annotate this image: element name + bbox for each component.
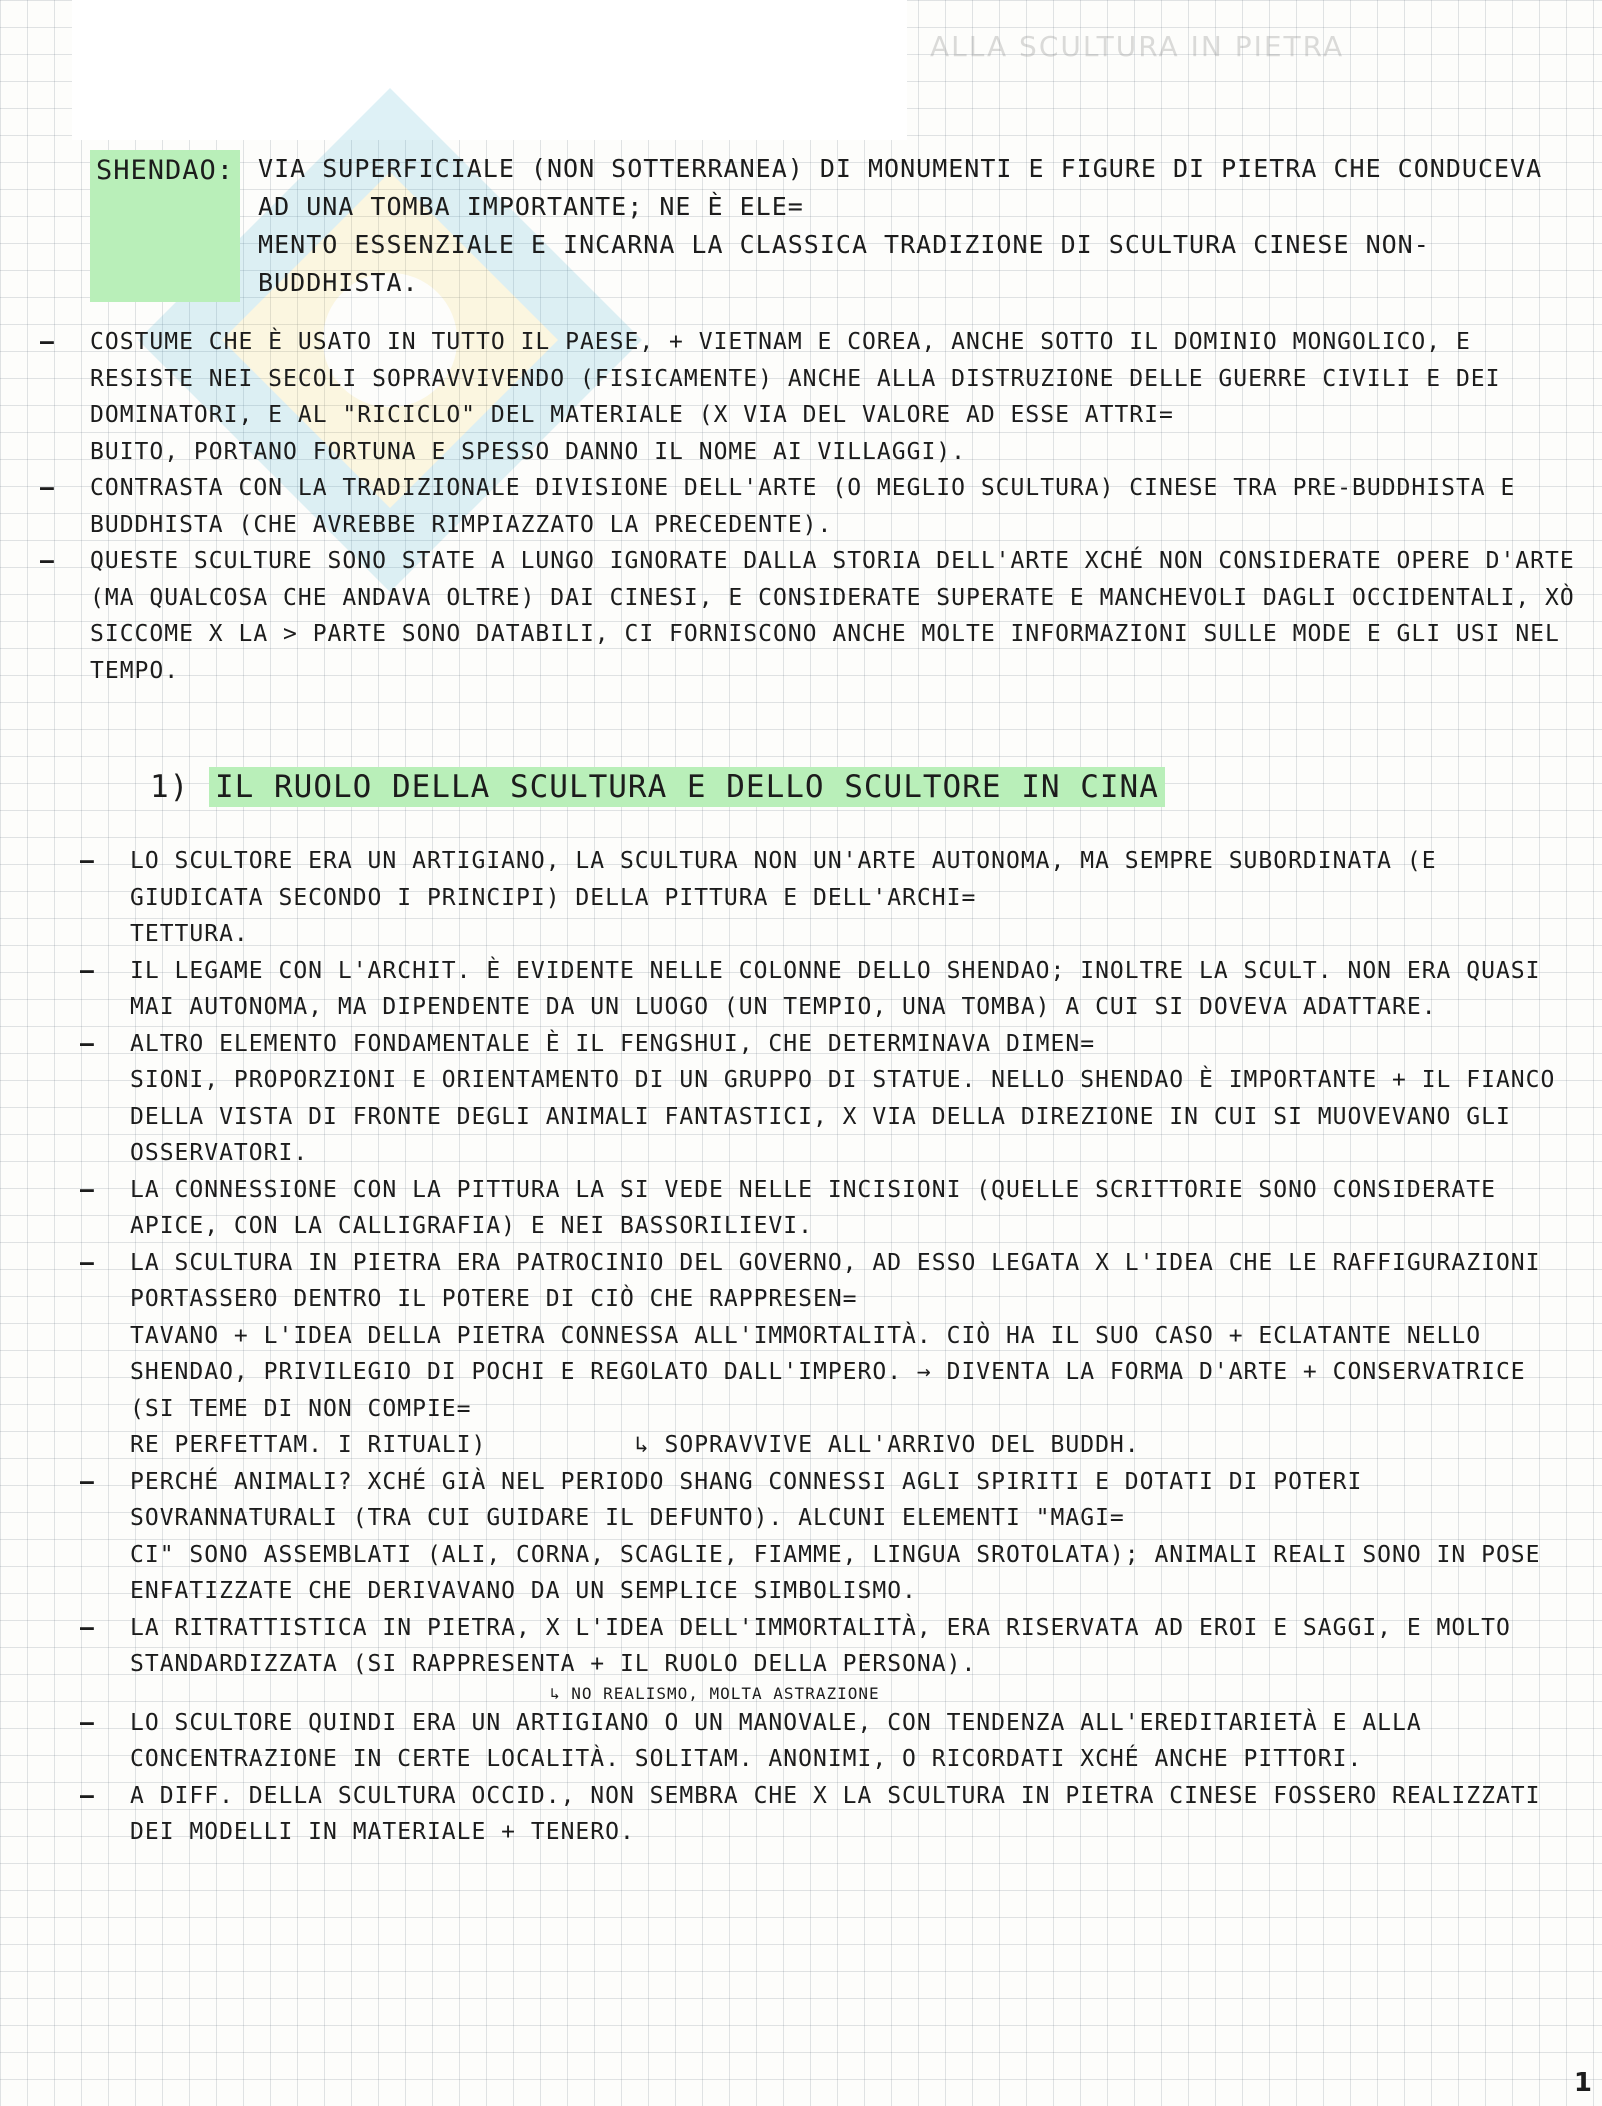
list-item: – ALTRO ELEMENTO FONDAMENTALE È IL FENGSHUI, CHE DETERMINAVA DIMEN= SIONI, PROPORZIONI E ORIENTAMENTO DI UN GRUPPO DI STATUE. NELLO SHENDAO È IMPORTANTE + IL FIANCO DELLA VISTA DI FRONTE DEGLI ANIMALI FANTASTICI, X VIA DELLA DIREZIONE IN CUI SI MUOVEVANO GLI OSSERVATORI. [80, 1026, 1580, 1172]
list-item: – A DIFF. DELLA SCULTURA OCCID., NON SEMBRA CHE X LA SCULTURA IN PIETRA CINESE FOSSERO REALIZZATI DEI MODELLI IN MATERIALE + TENERO. [80, 1778, 1580, 1851]
definition-text: VIA SUPERFICIALE (NON SOTTERRANEA) DI MONUMENTI E FIGURE DI PIETRA CHE CONDUCEVA AD UNA TOMBA IMPORTANTE; NE È ELE= MENTO ESSENZIALE E INCARNA LA CLASSICA TRADIZIONE DI SCULTURA CINESE NON-BUDDHISTA. [258, 154, 1543, 297]
list-item: – IL LEGAME CON L'ARCHIT. È EVIDENTE NELLE COLONNE DELLO SHENDAO; INOLTRE LA SCULT. NON ERA QUASI MAI AUTONOMA, MA DIPENDENTE DA UN LUOGO (UN TEMPIO, UNA TOMBA) A CUI SI DOVEVA ADATTARE. [80, 953, 1580, 1026]
list-item: – LA CONNESSIONE CON LA PITTURA LA SI VEDE NELLE INCISIONI (QUELLE SCRITTORIE SONO CONSIDERATE APICE, CON LA CALLIGRAFIA) E NEI BASSORILIEVI. [80, 1172, 1580, 1245]
section-title: IL RUOLO DELLA SCULTURA E DELLO SCULTORE IN CINA [209, 767, 1165, 807]
list-item [80, 1610, 1580, 1705]
list-item: – PERCHÉ ANIMALI? XCHÉ GIÀ NEL PERIODO SHANG CONNESSI AGLI SPIRITI E DOTATI DI POTERI SOVRANNATURALI (TRA CUI GUIDARE IL DEFUNTO). ALCUNI ELEMENTI "MAGI= CI" SONO ASSEMBLATI (ALI, CORNA, SCAGLIE, FIAMME, LINGUA SROTOLATA); ANIMALI REALI SONO IN POSE ENFATIZZATE CHE DERIVAVANO DA UN SEMPLICE SIMBOLISMO. [80, 1464, 1580, 1610]
list-item: – QUESTE SCULTURE SONO STATE A LUNGO IGNORATE DALLA STORIA DELL'ARTE XCHÉ NON CONSIDERATE OPERE D'ARTE (MA QUALCOSA CHE ANDAVA OLTRE) DAI CINESI, E CONSIDERATE SUPERATE E MANCHEVOLI DAGLI OCCIDENTALI, XÒ SICCOME X LA > PARTE SONO DATABILI, CI FORNISCONO ANCHE MOLTE INFORMAZIONI SULLE MODE E GLI USI NEL TEMPO. [40, 543, 1580, 689]
notes-page [90, 150, 1590, 1851]
section-list [80, 843, 1580, 1851]
list-item: – COSTUME CHE È USATO IN TUTTO IL PAESE, + VIETNAM E COREA, ANCHE SOTTO IL DOMINIO MONGOLICO, E RESISTE NEI SECOLI SOPRAVVIVENDO (FISICAMENTE) ANCHE ALLA DISTRUZIONE DELLE GUERRE CIVILI E DEI DOMINATORI, E AL "RICICLO" DEL MATERIALE (X VIA DEL VALORE AD ESSE ATTRI= BUITO, PORTANO FORTUNA E SPESSO DANNO IL NOME AI VILLAGGI). [40, 324, 1580, 470]
list-item: – LA SCULTURA IN PIETRA ERA PATROCINIO DEL GOVERNO, AD ESSO LEGATA X L'IDEA CHE LE RAFFIGURAZIONI PORTASSERO DENTRO IL POTERE DI CIÒ CHE RAPPRESEN= TAVANO + L'IDEA DELLA PIETRA CONNESSA ALL'IMMORTALITÀ. CIÒ HA IL SUO CASO + ECLATANTE NELLO SHENDAO, PRIVILEGIO DI POCHI E REGOLATO DALL'IMPERO. → DIVENTA LA FORMA D'ARTE + CONSERVATRICE (SI TEME DI NON COMPIE= RE PERFETTAM. I RITUALI) ↳ SOPRAVVIVE ALL'ARRIVO DEL BUDDH. [80, 1245, 1580, 1464]
side-note: ↳ NO REALISMO, MOLTA ASTRAZIONE [550, 1683, 880, 1703]
list-item: – LO SCULTORE ERA UN ARTIGIANO, LA SCULTURA NON UN'ARTE AUTONOMA, MA SEMPRE SUBORDINATA (E GIUDICATA SECONDO I PRINCIPI) DELLA PITTURA E DELL'ARCHI= TETTURA. [80, 843, 1580, 953]
definition-block [90, 150, 1580, 302]
intro-list [40, 324, 1590, 689]
page-number: 1 [1573, 2068, 1592, 2098]
list-item: – CONTRASTA CON LA TRADIZIONALE DIVISIONE DELL'ARTE (O MEGLIO SCULTURA) CINESE TRA PRE-BUDDHISTA E BUDDHISTA (CHE AVREBBE RIMPIAZZATO LA PRECEDENTE). [40, 470, 1580, 543]
section-number: 1) [150, 769, 190, 805]
list-item: – LO SCULTORE QUINDI ERA UN ARTIGIANO O UN MANOVALE, CON TENDENZA ALL'EREDITARIETÀ E ALLA CONCENTRAZIONE IN CERTE LOCALITÀ. SOLITAM. ANONIMI, O RICORDATI XCHÉ ANCHE PITTORI. [80, 1705, 1580, 1778]
list-item-text: LA RITRATTISTICA IN PIETRA, X L'IDEA DELL'IMMORTALITÀ, ERA RISERVATA AD EROI E SAGGI, E MOLTO STANDARDIZZATA (SI RAPPRESENTA + IL RUOLO DELLA PERSONA). [130, 1614, 1526, 1677]
definition-term: SHENDAO: [90, 150, 240, 302]
bleed-through-text: ALLA SCULTURA IN PIETRA [930, 30, 1345, 63]
section-heading [150, 767, 1580, 807]
